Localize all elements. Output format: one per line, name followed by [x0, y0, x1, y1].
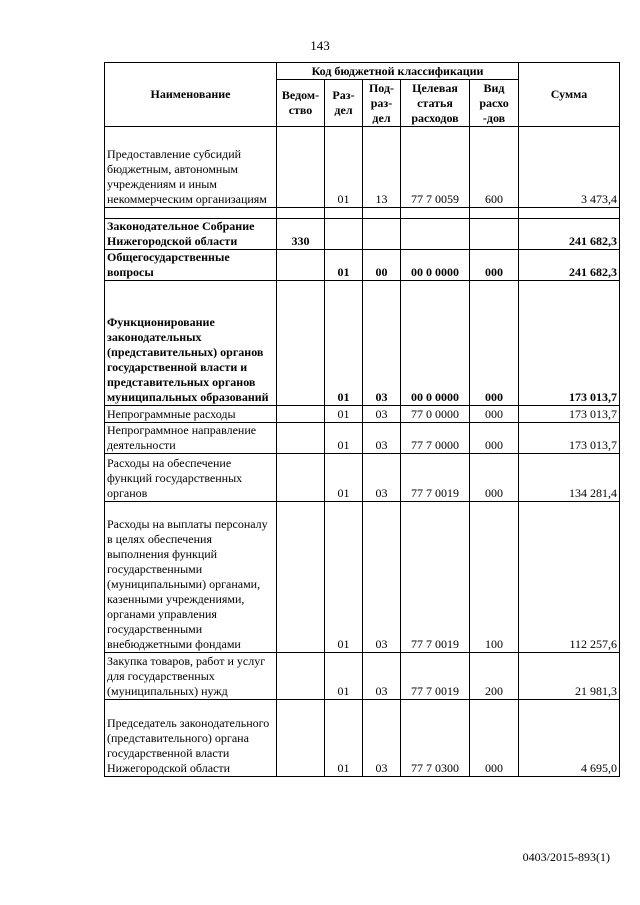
cell-name: Расходы на обеспечение функций государственных органов — [105, 454, 277, 502]
cell-podrazdel: 03 — [363, 406, 401, 423]
column-header-target-article: Целевая статья расходов — [401, 80, 470, 127]
cell-cs — [401, 219, 470, 250]
table-row — [105, 700, 620, 777]
cell-name: Закупка товаров, работ и услуг для государственных (муниципальных) нужд — [105, 653, 277, 700]
empty-cell — [105, 208, 277, 219]
cell-ved — [277, 502, 325, 653]
cell-ved — [277, 281, 325, 406]
cell-ved — [277, 127, 325, 208]
cell-cs: 00 0 0000 — [401, 281, 470, 406]
cell-vid: 000 — [470, 454, 519, 502]
empty-cell — [325, 208, 363, 219]
cell-name: Функционирование законодательных (представительных) органов государственной власти и представительных органов муниципальных образований — [105, 281, 277, 406]
empty-cell — [470, 208, 519, 219]
budget-table — [104, 62, 620, 777]
cell-vid: 000 — [470, 250, 519, 281]
table-body — [105, 127, 620, 777]
table-row — [105, 219, 620, 250]
table-row — [105, 127, 620, 208]
cell-ved — [277, 700, 325, 777]
cell-razdel: 01 — [325, 700, 363, 777]
cell-name: Непрограммные расходы — [105, 406, 277, 423]
cell-vid: 100 — [470, 502, 519, 653]
cell-razdel: 01 — [325, 454, 363, 502]
cell-sum: 173 013,7 — [519, 423, 620, 454]
cell-podrazdel: 03 — [363, 653, 401, 700]
cell-cs: 77 7 0300 — [401, 700, 470, 777]
cell-vid — [470, 219, 519, 250]
cell-cs: 77 7 0019 — [401, 653, 470, 700]
cell-razdel: 01 — [325, 423, 363, 454]
cell-cs: 77 7 0000 — [401, 423, 470, 454]
cell-podrazdel: 03 — [363, 454, 401, 502]
column-header-podrazdel: Под-раз-дел — [363, 80, 401, 127]
cell-ved — [277, 454, 325, 502]
cell-podrazdel: 13 — [363, 127, 401, 208]
table-row — [105, 423, 620, 454]
table-row — [105, 250, 620, 281]
cell-sum: 21 981,3 — [519, 653, 620, 700]
cell-cs: 77 7 0059 — [401, 127, 470, 208]
cell-sum: 173 013,7 — [519, 281, 620, 406]
cell-name: Непрограммное направление деятельности — [105, 423, 277, 454]
cell-vid: 000 — [470, 423, 519, 454]
table-row — [105, 406, 620, 423]
cell-razdel: 01 — [325, 653, 363, 700]
cell-name: Общегосударственные вопросы — [105, 250, 277, 281]
cell-ved — [277, 250, 325, 281]
cell-ved — [277, 653, 325, 700]
cell-razdel: 01 — [325, 127, 363, 208]
document-code: 0403/2015-893(1) — [522, 850, 610, 864]
cell-name: Законодательное Собрание Нижегородской области — [105, 219, 277, 250]
cell-vid: 200 — [470, 653, 519, 700]
cell-ved — [277, 423, 325, 454]
cell-podrazdel: 03 — [363, 700, 401, 777]
cell-podrazdel: 03 — [363, 281, 401, 406]
cell-razdel: 01 — [325, 250, 363, 281]
separator-row — [105, 208, 620, 219]
cell-podrazdel: 03 — [363, 423, 401, 454]
cell-razdel: 01 — [325, 281, 363, 406]
table-row — [105, 502, 620, 653]
cell-sum: 241 682,3 — [519, 250, 620, 281]
cell-sum: 3 473,4 — [519, 127, 620, 208]
cell-sum: 112 257,6 — [519, 502, 620, 653]
cell-podrazdel: 03 — [363, 502, 401, 653]
column-header-vedomstvo: Ведом-ство — [277, 80, 325, 127]
cell-sum: 241 682,3 — [519, 219, 620, 250]
cell-cs: 77 7 0019 — [401, 454, 470, 502]
cell-name: Председатель законодательного (представительного) органа государственной власти Нижегородской области — [105, 700, 277, 777]
cell-razdel — [325, 219, 363, 250]
cell-vid: 000 — [470, 281, 519, 406]
cell-ved — [277, 406, 325, 423]
cell-podrazdel — [363, 219, 401, 250]
cell-razdel: 01 — [325, 502, 363, 653]
empty-cell — [277, 208, 325, 219]
empty-cell — [401, 208, 470, 219]
cell-name: Расходы на выплаты персоналу в целях обеспечения выполнения функций государственными (муниципальными) органами, казенными учреждениями, органами управления государственными внебюджетными фондами — [105, 502, 277, 653]
cell-cs: 77 7 0019 — [401, 502, 470, 653]
empty-cell — [363, 208, 401, 219]
table-row — [105, 281, 620, 406]
cell-sum: 134 281,4 — [519, 454, 620, 502]
cell-sum: 173 013,7 — [519, 406, 620, 423]
column-group-header: Код бюджетной классификации — [277, 63, 519, 80]
cell-sum: 4 695,0 — [519, 700, 620, 777]
cell-razdel: 01 — [325, 406, 363, 423]
cell-cs: 00 0 0000 — [401, 250, 470, 281]
cell-vid: 000 — [470, 406, 519, 423]
column-header-razdel: Раз-дел — [325, 80, 363, 127]
table-row — [105, 653, 620, 700]
cell-name: Предоставление субсидий бюджетным, автономным учреждениям и иным некоммерческим организациям — [105, 127, 277, 208]
table-row — [105, 454, 620, 502]
cell-ved: 330 — [277, 219, 325, 250]
column-header-expense-type: Вид расхо -дов — [470, 80, 519, 127]
cell-cs: 77 0 0000 — [401, 406, 470, 423]
column-header-sum: Сумма — [519, 63, 620, 127]
page-number: 143 — [310, 38, 330, 53]
column-header-name: Наименование — [105, 63, 277, 127]
empty-cell — [519, 208, 620, 219]
cell-podrazdel: 00 — [363, 250, 401, 281]
cell-vid: 000 — [470, 700, 519, 777]
cell-vid: 600 — [470, 127, 519, 208]
